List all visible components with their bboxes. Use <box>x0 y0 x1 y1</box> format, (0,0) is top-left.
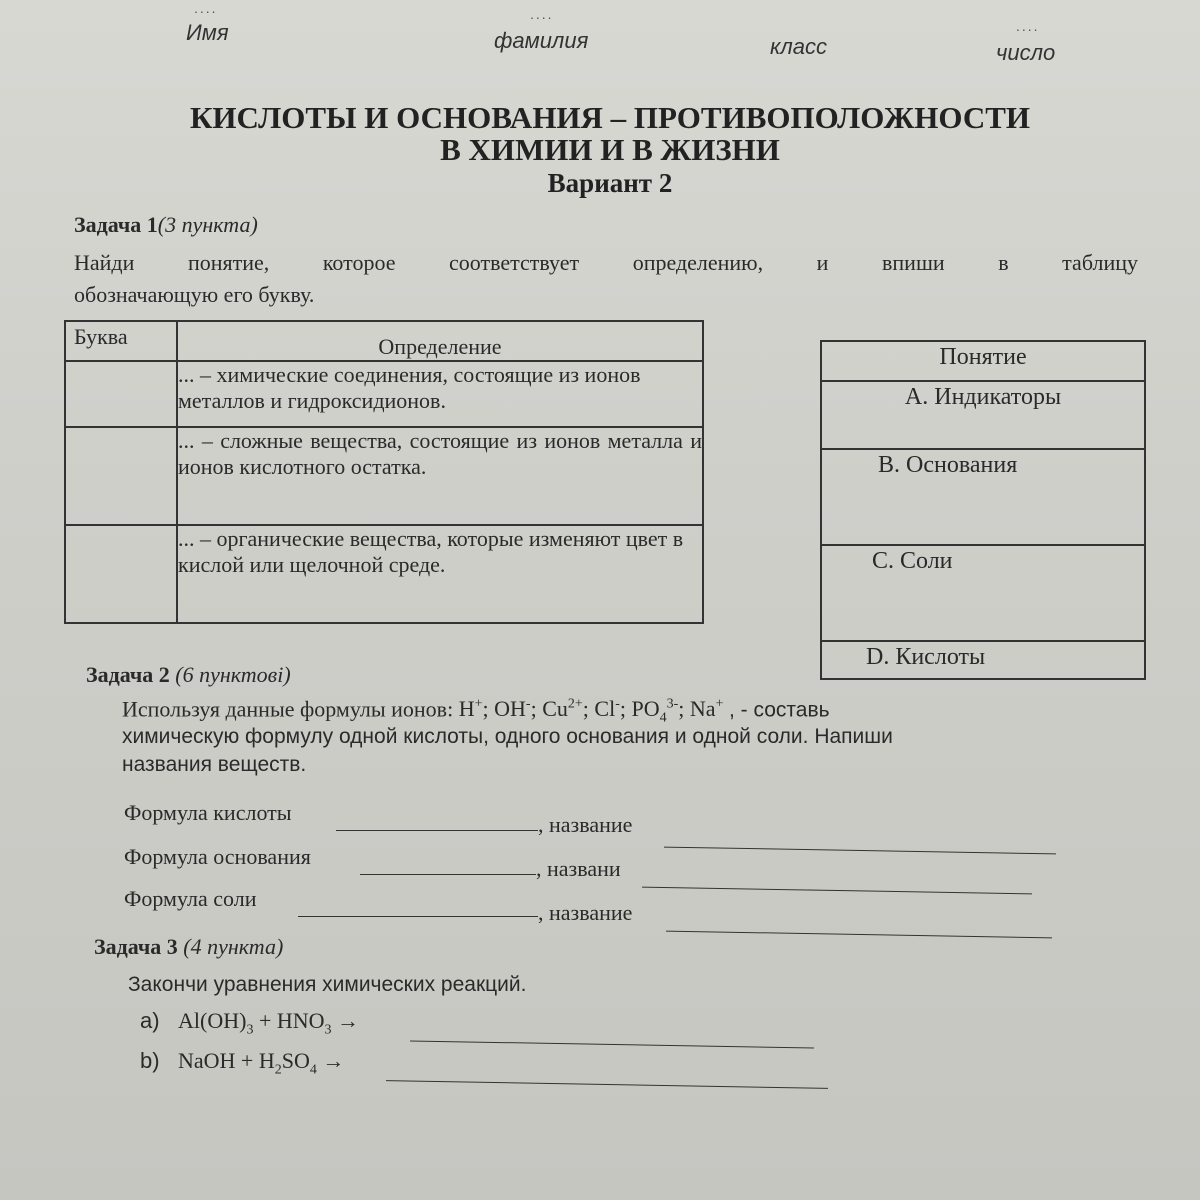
task1-points: (3 пункта) <box>157 212 258 237</box>
definition-cell-3: ... – органические вещества, которые изменяют цвет в кислой или щелочной среде. <box>177 525 703 623</box>
eq-a-answer-blank[interactable] <box>410 1040 814 1048</box>
task3-label: Задача 3 <box>94 934 178 959</box>
name-label: Имя <box>186 20 229 45</box>
surname-dots: .... <box>530 6 554 22</box>
letter-cell-1[interactable] <box>65 361 177 427</box>
task2-label: Задача 2 <box>86 662 170 687</box>
definition-cell-2: ... – сложные вещества, состоящие из ионов металла и ионов кислотного остатка. <box>177 427 703 525</box>
eq-b-label: b) <box>140 1048 160 1073</box>
col-definition-header: Определение <box>177 321 703 361</box>
title-line2: В ХИМИИ И В ЖИЗНИ <box>440 132 780 167</box>
task1-instruction-line1: Найди понятие, которое соответствует определению, и впиши в таблицу <box>74 250 1138 275</box>
variant-title: Вариант 2 <box>547 168 673 198</box>
date-label: число <box>996 40 1056 65</box>
col-letter-header: Буква <box>65 321 177 361</box>
task2-line3: названия веществ. <box>122 753 307 776</box>
task2-line2: химическую формулу одной кислоты, одного основания и одной соли. Напиши <box>122 725 893 748</box>
eq-a: $Al(OH)_3 + HNO_3$ → <box>178 1008 360 1038</box>
concept-b: B. Основания <box>821 449 1145 545</box>
base-formula-blank[interactable] <box>360 874 536 875</box>
definitions-table <box>64 320 704 624</box>
acid-name-label: , название <box>538 812 633 837</box>
eq-b-answer-blank[interactable] <box>386 1080 828 1089</box>
task2-points: (6 пунктові) <box>175 662 291 687</box>
concept-a: A. Индикаторы <box>821 381 1145 449</box>
task2-after-ions: , - составь <box>728 698 830 722</box>
concepts-table <box>820 340 1146 680</box>
definition-row <box>65 525 703 623</box>
eq-b: NaOH + $H_2SO_4$ → <box>178 1048 345 1078</box>
concept-c: C. Соли <box>821 545 1145 641</box>
task3-heading <box>94 934 283 960</box>
definition-row <box>65 427 703 525</box>
ion-formulas: H+; OH-; $Cu^{2+}$; Cl-; $PO_4^{3-}$; Na+ <box>458 696 724 726</box>
letter-cell-3[interactable] <box>65 525 177 623</box>
salt-name-blank[interactable] <box>666 931 1052 939</box>
definition-cell-1: ... – химические соединения, состоящие из ионов металлов и гидроксидионов. <box>177 361 703 427</box>
task1-instruction-line2: обозначающую его букву. <box>74 282 315 307</box>
salt-name-label: , название <box>538 900 633 925</box>
eq-a-label: a) <box>140 1008 160 1033</box>
task3-points: (4 пункта) <box>183 934 284 959</box>
concept-d: D. Кислоты <box>821 641 1145 679</box>
class-label: класс <box>770 34 828 59</box>
task3-instruction: Закончи уравнения химических реакций. <box>128 973 527 996</box>
letter-cell-2[interactable] <box>65 427 177 525</box>
salt-formula-label: Формула соли <box>124 886 257 911</box>
name-dots: .... <box>194 0 218 16</box>
base-formula-label: Формула основания <box>124 844 311 869</box>
base-name-blank[interactable] <box>642 887 1032 895</box>
task2-heading <box>86 662 291 688</box>
date-dots: .... <box>1016 18 1040 34</box>
concepts-header: Понятие <box>821 341 1145 381</box>
title-line1: КИСЛОТЫ И ОСНОВАНИЯ – ПРОТИВОПОЛОЖНОСТИ <box>189 100 1031 135</box>
acid-name-blank[interactable] <box>664 847 1056 855</box>
task1-heading <box>74 212 258 238</box>
task1-label: Задача 1 <box>74 212 158 237</box>
base-name-label: , названи <box>536 856 621 881</box>
surname-label: фамилия <box>494 28 589 53</box>
acid-formula-blank[interactable] <box>336 830 538 831</box>
acid-formula-label: Формула кислоты <box>124 800 292 825</box>
salt-formula-blank[interactable] <box>298 916 538 917</box>
definition-row <box>65 361 703 427</box>
task2-intro: Используя данные формулы ионов: <box>122 696 454 722</box>
